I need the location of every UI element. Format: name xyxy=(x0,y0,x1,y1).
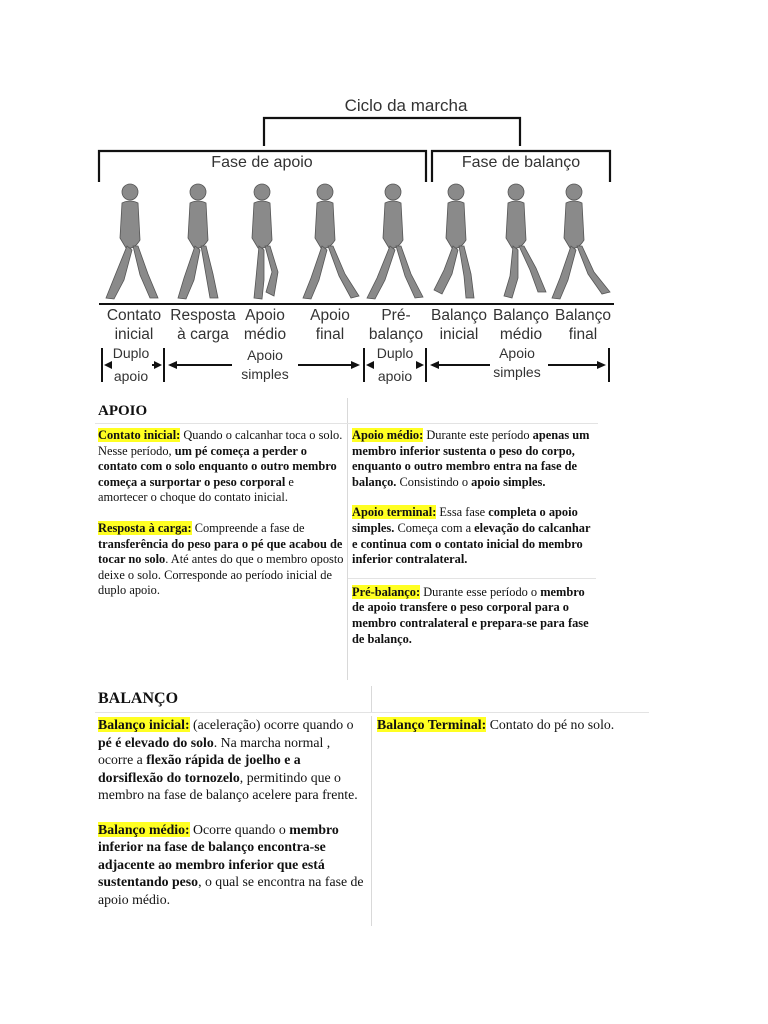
cycle-title: Ciclo da marcha xyxy=(344,96,468,115)
phase-label-5a: Pré- xyxy=(381,307,411,324)
apoio-terminal-paragraph: Apoio terminal: Essa fase completa o apoio simples. Começa com a elevação do calcanhar e continua com o contato inicial do membro inferior contralateral. xyxy=(352,505,591,567)
support-simples2-b: simples xyxy=(493,364,541,380)
resposta-carga-paragraph: Resposta à carga: Compreende a fase de transferência do peso para o pé que acabou de tocar no solo. Até antes do que o membro oposto deixe o solo. Corresponde ao período inicial de duplo apoio. xyxy=(98,520,344,598)
phase-labels xyxy=(107,307,611,343)
support-simples1-b: simples xyxy=(241,366,289,382)
figure-pre-balanco-icon xyxy=(367,184,423,299)
support-simples2-a: Apoio xyxy=(499,345,535,361)
apoio-terminal-label: Apoio terminal: xyxy=(352,505,437,520)
phase-label-6a: Balanço xyxy=(430,307,488,324)
figure-balanco-medio-icon xyxy=(504,184,546,298)
phase-label-2a: Resposta xyxy=(170,307,236,324)
figure-apoio-final-icon xyxy=(303,184,359,299)
balanco-divider xyxy=(371,716,372,926)
balanco-inicial-paragraph: Balanço inicial: (aceleração) ocorre quando o pé é elevado do solo. Na marcha normal , ocorre a flexão rápida de joelho e a dorsiflexão do tornozelo, permitindo que o membro na fase de balanço acelere para frente. xyxy=(98,717,358,802)
resposta-carga-label: Resposta à carga: xyxy=(98,520,192,535)
phase-label-1b: inicial xyxy=(114,326,154,343)
apoio-right-cell xyxy=(352,428,598,647)
phase-label-5b: balanço xyxy=(368,326,424,343)
gait-cycle-diagram xyxy=(0,0,768,395)
phase-label-2b: à carga xyxy=(177,326,229,343)
balanco-inicial-label: Balanço inicial: xyxy=(98,717,190,732)
apoio-section-title: APOIO xyxy=(98,403,148,419)
walking-figures xyxy=(106,184,610,299)
figure-contato-inicial-icon xyxy=(106,184,158,299)
contato-inicial-label: Contato inicial: xyxy=(98,428,181,442)
phase-label-7b: médio xyxy=(499,326,543,343)
apoio-left-cell xyxy=(98,428,344,599)
figure-balanco-inicial-icon xyxy=(434,184,474,298)
phase-label-8a: Balanço xyxy=(554,307,612,324)
figure-resposta-carga-icon xyxy=(178,184,218,299)
cycle-bracket xyxy=(264,118,520,146)
phase-label-4a: Apoio xyxy=(310,307,350,324)
balanco-medio-paragraph: Balanço médio: Ocorre quando o membro inferior na fase de balanço encontra-se adjacente ao membro inferior que está sustentando peso, o qual se encontra na fase de apoio médio. xyxy=(98,821,364,907)
phase-label-3b: médio xyxy=(243,326,287,343)
balanco-divider-top xyxy=(371,686,372,712)
balanco-terminal-label: Balanço Terminal: xyxy=(377,717,487,732)
figure-apoio-medio-icon xyxy=(252,184,278,299)
apoio-medio-paragraph: Apoio médio: Durante este período apenas um membro inferior sustenta o peso do corpo, enquanto o outro membro entra na fase de balanço. Consistindo o apoio simples. xyxy=(352,428,590,489)
balanco-left-cell xyxy=(98,716,366,908)
pre-balanco-rule xyxy=(348,578,596,579)
balanco-section-title: BALANÇO xyxy=(98,690,179,707)
contato-inicial-paragraph: Contato inicial: Quando o calcanhar toca o solo. Nesse período, um pé começa a perder o contato com o solo enquanto o outro membro começa a surportar o peso corporal e amortecer o choque do contato inicial. xyxy=(98,428,343,505)
pre-balanco-paragraph: Pré-balanço: Durante esse período o membro de apoio transfere o peso corporal para o membro contralateral e prepara-se para fase de balanço. xyxy=(352,584,589,646)
support-duplo1-b: apoio xyxy=(113,368,149,384)
balanco-header-rule xyxy=(95,712,649,713)
phase-label-4b: final xyxy=(315,326,345,343)
balanco-terminal-paragraph: Balanço Terminal: Contato do pé no solo. xyxy=(377,717,615,732)
phase-label-1a: Contato xyxy=(106,307,162,324)
support-duplo2-b: apoio xyxy=(377,368,413,384)
support-duplo2-a: Duplo xyxy=(376,345,414,361)
phase-label-7a: Balanço xyxy=(492,307,550,324)
apoio-header-rule xyxy=(95,423,598,424)
pre-balanco-label: Pré-balanço: xyxy=(352,584,421,599)
phase-label-6b: inicial xyxy=(439,326,479,343)
balanco-medio-label: Balanço médio: xyxy=(98,821,190,837)
balanco-right-cell xyxy=(377,716,649,734)
apoio-medio-label: Apoio médio: xyxy=(352,428,424,442)
stance-phase-label: Fase de apoio xyxy=(211,154,313,171)
figure-balanco-final-icon xyxy=(552,184,610,299)
support-duplo1-a: Duplo xyxy=(112,345,150,361)
support-simples1-a: Apoio xyxy=(247,347,283,363)
phase-label-3a: Apoio xyxy=(245,307,285,324)
apoio-divider xyxy=(347,398,348,680)
phase-label-8b: final xyxy=(568,326,598,343)
swing-phase-label: Fase de balanço xyxy=(461,154,581,171)
